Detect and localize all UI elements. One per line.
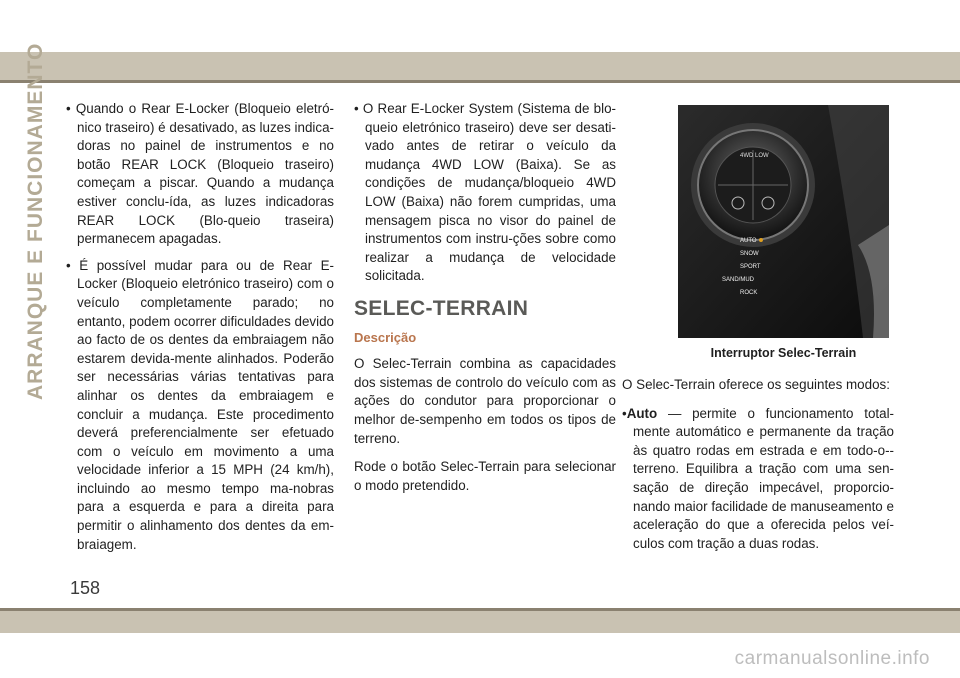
bullet-shift-stopped: • É possível mudar para ou de Rear E-Locker (Bloqueio eletrónico traseiro) com o veículo completamente parado; no entanto, podem ocorrer dificuldades devido ao facto de os dentes da embraiagem não estarem devida-mente alinhados. Poderão ser necessárias várias tentativas para alinhar os dentes da embraiagem e concluir a mudança. Este procedimento deverá preferencialmente ser efetuado com o veículo em movimento a uma velocidade inferior a 15 MPH (24 km/h), incluindo ao mesmo tempo ma-nobras para a esquerda e para a direita para permitir o alinhamento dos dentes da em-braiagem. xyxy=(66,257,334,552)
section-side-label: ARRANQUE E FUNCIONAMENTO xyxy=(24,42,47,400)
footer-band xyxy=(0,611,960,633)
bullet-rear-elocker-deactivated: • Quando o Rear E-Locker (Bloqueio eletró-nico traseiro) é desativado, as luzes indica-doras no painel de instrumentos e no botão REAR LOCK (Bloqueio traseiro) começam a piscar. Quando a mudança estiver conclu-ída, as luzes indicadoras REAR LOCK (Blo-queio traseira) permanecem apagadas. xyxy=(66,101,334,247)
header-rule xyxy=(0,80,960,83)
mode-label-sandmud: SAND/MUD xyxy=(722,277,755,283)
subsection-heading: Descrição xyxy=(354,329,417,345)
knob-label-4wd: 4WD LOW xyxy=(740,153,769,159)
selec-terrain-switch-illustration xyxy=(678,105,889,338)
modes-intro: O Selec-Terrain oferece os seguintes modos: xyxy=(622,377,890,392)
mode-label-auto: AUTO xyxy=(740,238,757,244)
bullet-4wd-low: • O Rear E-Locker System (Sistema de blo-queio eletrónico traseiro) deve ser desati-vado antes de retirar o veículo da mudança 4WD LOW (Baixa). Se as condições de mudança/bloqueio 4WD LOW (Baixa) não forem cumpridas, uma mensagem pisca no visor do painel de instrumentos com instru-ções sobre como realizar a mudança de velocidade solicitada. xyxy=(354,101,616,284)
description-paragraph: O Selec-Terrain combina as capacidades dos sistemas de controlo do veículo com as ações do condutor para proporcionar o melhor de-sempenho em todos os tipos de terreno. xyxy=(354,356,616,446)
mode-label-snow: SNOW xyxy=(740,251,759,257)
header-band xyxy=(0,52,960,80)
mode-label-rock: ROCK xyxy=(740,290,758,296)
auto-indicator-icon xyxy=(759,238,763,242)
auto-mode-label: Auto xyxy=(626,405,658,421)
auto-mode-text: — permite o funcionamento total-mente automático e permanente da tração às quatro rodas em estrada e em todo-o--terreno. Equilibra a tração com uma sen-sação de direção impecável, proporcio-nando maior facilidade de manuseamento e aceleração do que a oferecida pelos veí-culos com tração a duas rodas. xyxy=(633,405,894,551)
figure-caption: Interruptor Selec-Terrain xyxy=(710,346,857,360)
selec-terrain-photo xyxy=(678,105,889,338)
instruction-paragraph: Rode o botão Selec-Terrain para selecionar o modo pretendido. xyxy=(354,459,616,493)
top-margin xyxy=(0,0,960,52)
watermark: carmanualsonline.info xyxy=(734,648,930,669)
auto-mode-item: •Auto — permite o funcionamento total-mente automático e permanente da tração às quatro rodas em estrada e em todo-o--terreno. Equilibra a tração com uma sen-sação de direção impecável, proporcio-nando maior facilidade de manuseamento e aceleração do que a oferecida pelos veí-culos com tração a duas rodas. xyxy=(622,405,894,551)
mode-label-sport: SPORT xyxy=(740,264,761,270)
column-1 xyxy=(66,100,334,562)
section-heading: SELEC-TERRAIN xyxy=(354,296,529,320)
column-3 xyxy=(622,376,894,561)
column-2 xyxy=(354,100,616,505)
page-number: 158 xyxy=(70,578,101,598)
